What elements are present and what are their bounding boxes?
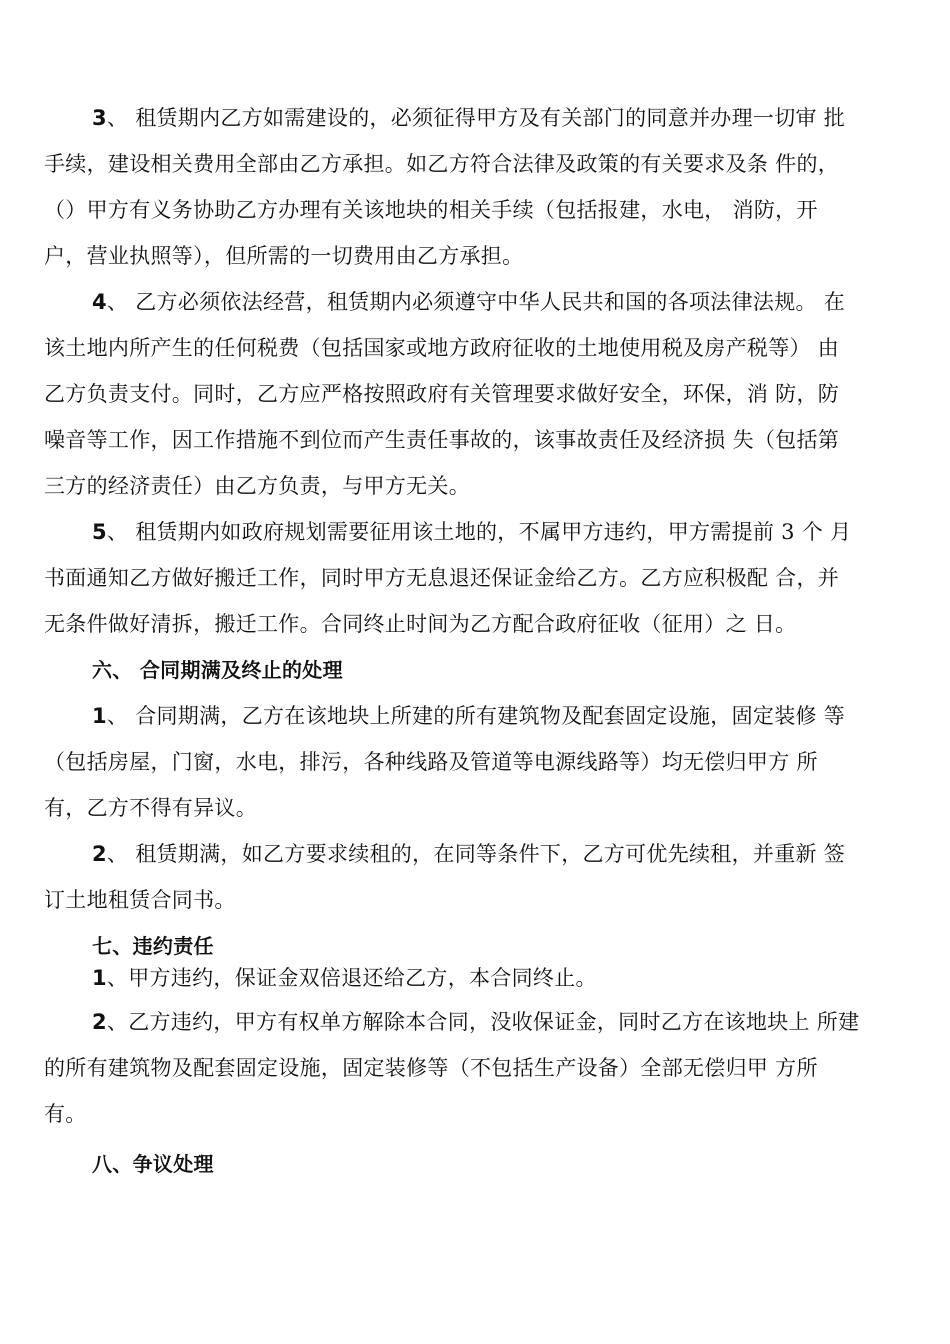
line-text: 、 租赁期内如政府规划需要征用该土地的，不属甲方违约，甲方需提前 3 个 月 bbox=[106, 520, 852, 544]
paragraph-4-line-1 bbox=[92, 288, 845, 316]
section-6-item-2-line-1 bbox=[92, 840, 845, 868]
item-number: 1 bbox=[92, 704, 107, 728]
line-text: 、 乙方必须依法经营，租赁期内必须遵守中华人民共和国的各项法律法规。 在 bbox=[106, 290, 846, 314]
section-7-heading: 七、违约责任 bbox=[92, 934, 214, 958]
section-7-item-2-line-1 bbox=[92, 1008, 859, 1036]
item-number: 2 bbox=[92, 842, 107, 866]
paragraph-3-line-4: 户，营业执照等），但所需的一切费用由乙方承担。 bbox=[44, 244, 524, 268]
paragraph-4-line-4: 噪音等工作，因工作措施不到位而产生责任事故的，该事故责任及经济损 失（包括第 bbox=[44, 428, 840, 452]
item-number: 5 bbox=[92, 520, 107, 544]
paragraph-3-line-1 bbox=[92, 104, 845, 132]
section-7-item-2-line-3: 有。 bbox=[44, 1102, 87, 1126]
line-text: 、甲方违约，保证金双倍退还给乙方，本合同终止。 bbox=[106, 966, 597, 990]
section-8-heading: 八、争议处理 bbox=[92, 1152, 214, 1176]
section-6-heading: 六、 合同期满及终止的处理 bbox=[92, 658, 343, 682]
paragraph-4-line-5: 三方的经济责任）由乙方负责，与甲方无关。 bbox=[44, 474, 470, 498]
item-number: 3 bbox=[92, 106, 107, 130]
item-number: 2 bbox=[92, 1010, 107, 1034]
paragraph-4-line-3: 乙方负责支付。同时，乙方应严格按照政府有关管理要求做好安全，环保，消 防，防 bbox=[44, 382, 840, 406]
paragraph-5-line-1 bbox=[92, 518, 851, 546]
paragraph-4-line-2: 该土地内所产生的任何税费（包括国家或地方政府征收的土地使用税及房产税等） 由 bbox=[44, 336, 840, 360]
section-6-item-1-line-2: （包括房屋，门窗，水电，排污，各种线路及管道等电源线路等）均无偿归甲方 所 bbox=[44, 750, 818, 774]
line-text: 、 租赁期满，如乙方要求续租的，在同等条件下，乙方可优先续租，并重新 签 bbox=[106, 842, 846, 866]
section-7-item-1-line-1 bbox=[92, 964, 597, 992]
paragraph-5-line-2: 书面通知乙方做好搬迁工作，同时甲方无息退还保证金给乙方。乙方应积极配 合，并 bbox=[44, 566, 840, 590]
line-text: 、 合同期满，乙方在该地块上所建的所有建筑物及配套固定设施，固定装修 等 bbox=[106, 704, 846, 728]
section-6-item-1-line-1 bbox=[92, 702, 845, 730]
section-6-item-2-line-2: 订土地租赁合同书。 bbox=[44, 888, 236, 912]
paragraph-3-line-2: 手续，建设相关费用全部由乙方承担。如乙方符合法律及政策的有关要求及条 件的， bbox=[44, 152, 840, 176]
paragraph-3-line-3: （）甲方有义务协助乙方办理有关该地块的相关手续（包括报建，水电， 消防，开 bbox=[44, 198, 818, 222]
line-text: 、乙方违约，甲方有权单方解除本合同，没收保证金，同时乙方在该地块上 所建 bbox=[106, 1010, 860, 1034]
paragraph-5-line-3: 无条件做好清拆，搬迁工作。合同终止时间为乙方配合政府征收（征用）之 日。 bbox=[44, 612, 797, 636]
item-number: 4 bbox=[92, 290, 107, 314]
section-7-item-2-line-2: 的所有建筑物及配套固定设施，固定装修等（不包括生产设备）全部无偿归甲 方所 bbox=[44, 1056, 818, 1080]
line-text: 、 租赁期内乙方如需建设的，必须征得甲方及有关部门的同意并办理一切审 批 bbox=[106, 106, 846, 130]
section-6-item-1-line-3: 有，乙方不得有异议。 bbox=[44, 796, 257, 820]
item-number: 1 bbox=[92, 966, 107, 990]
